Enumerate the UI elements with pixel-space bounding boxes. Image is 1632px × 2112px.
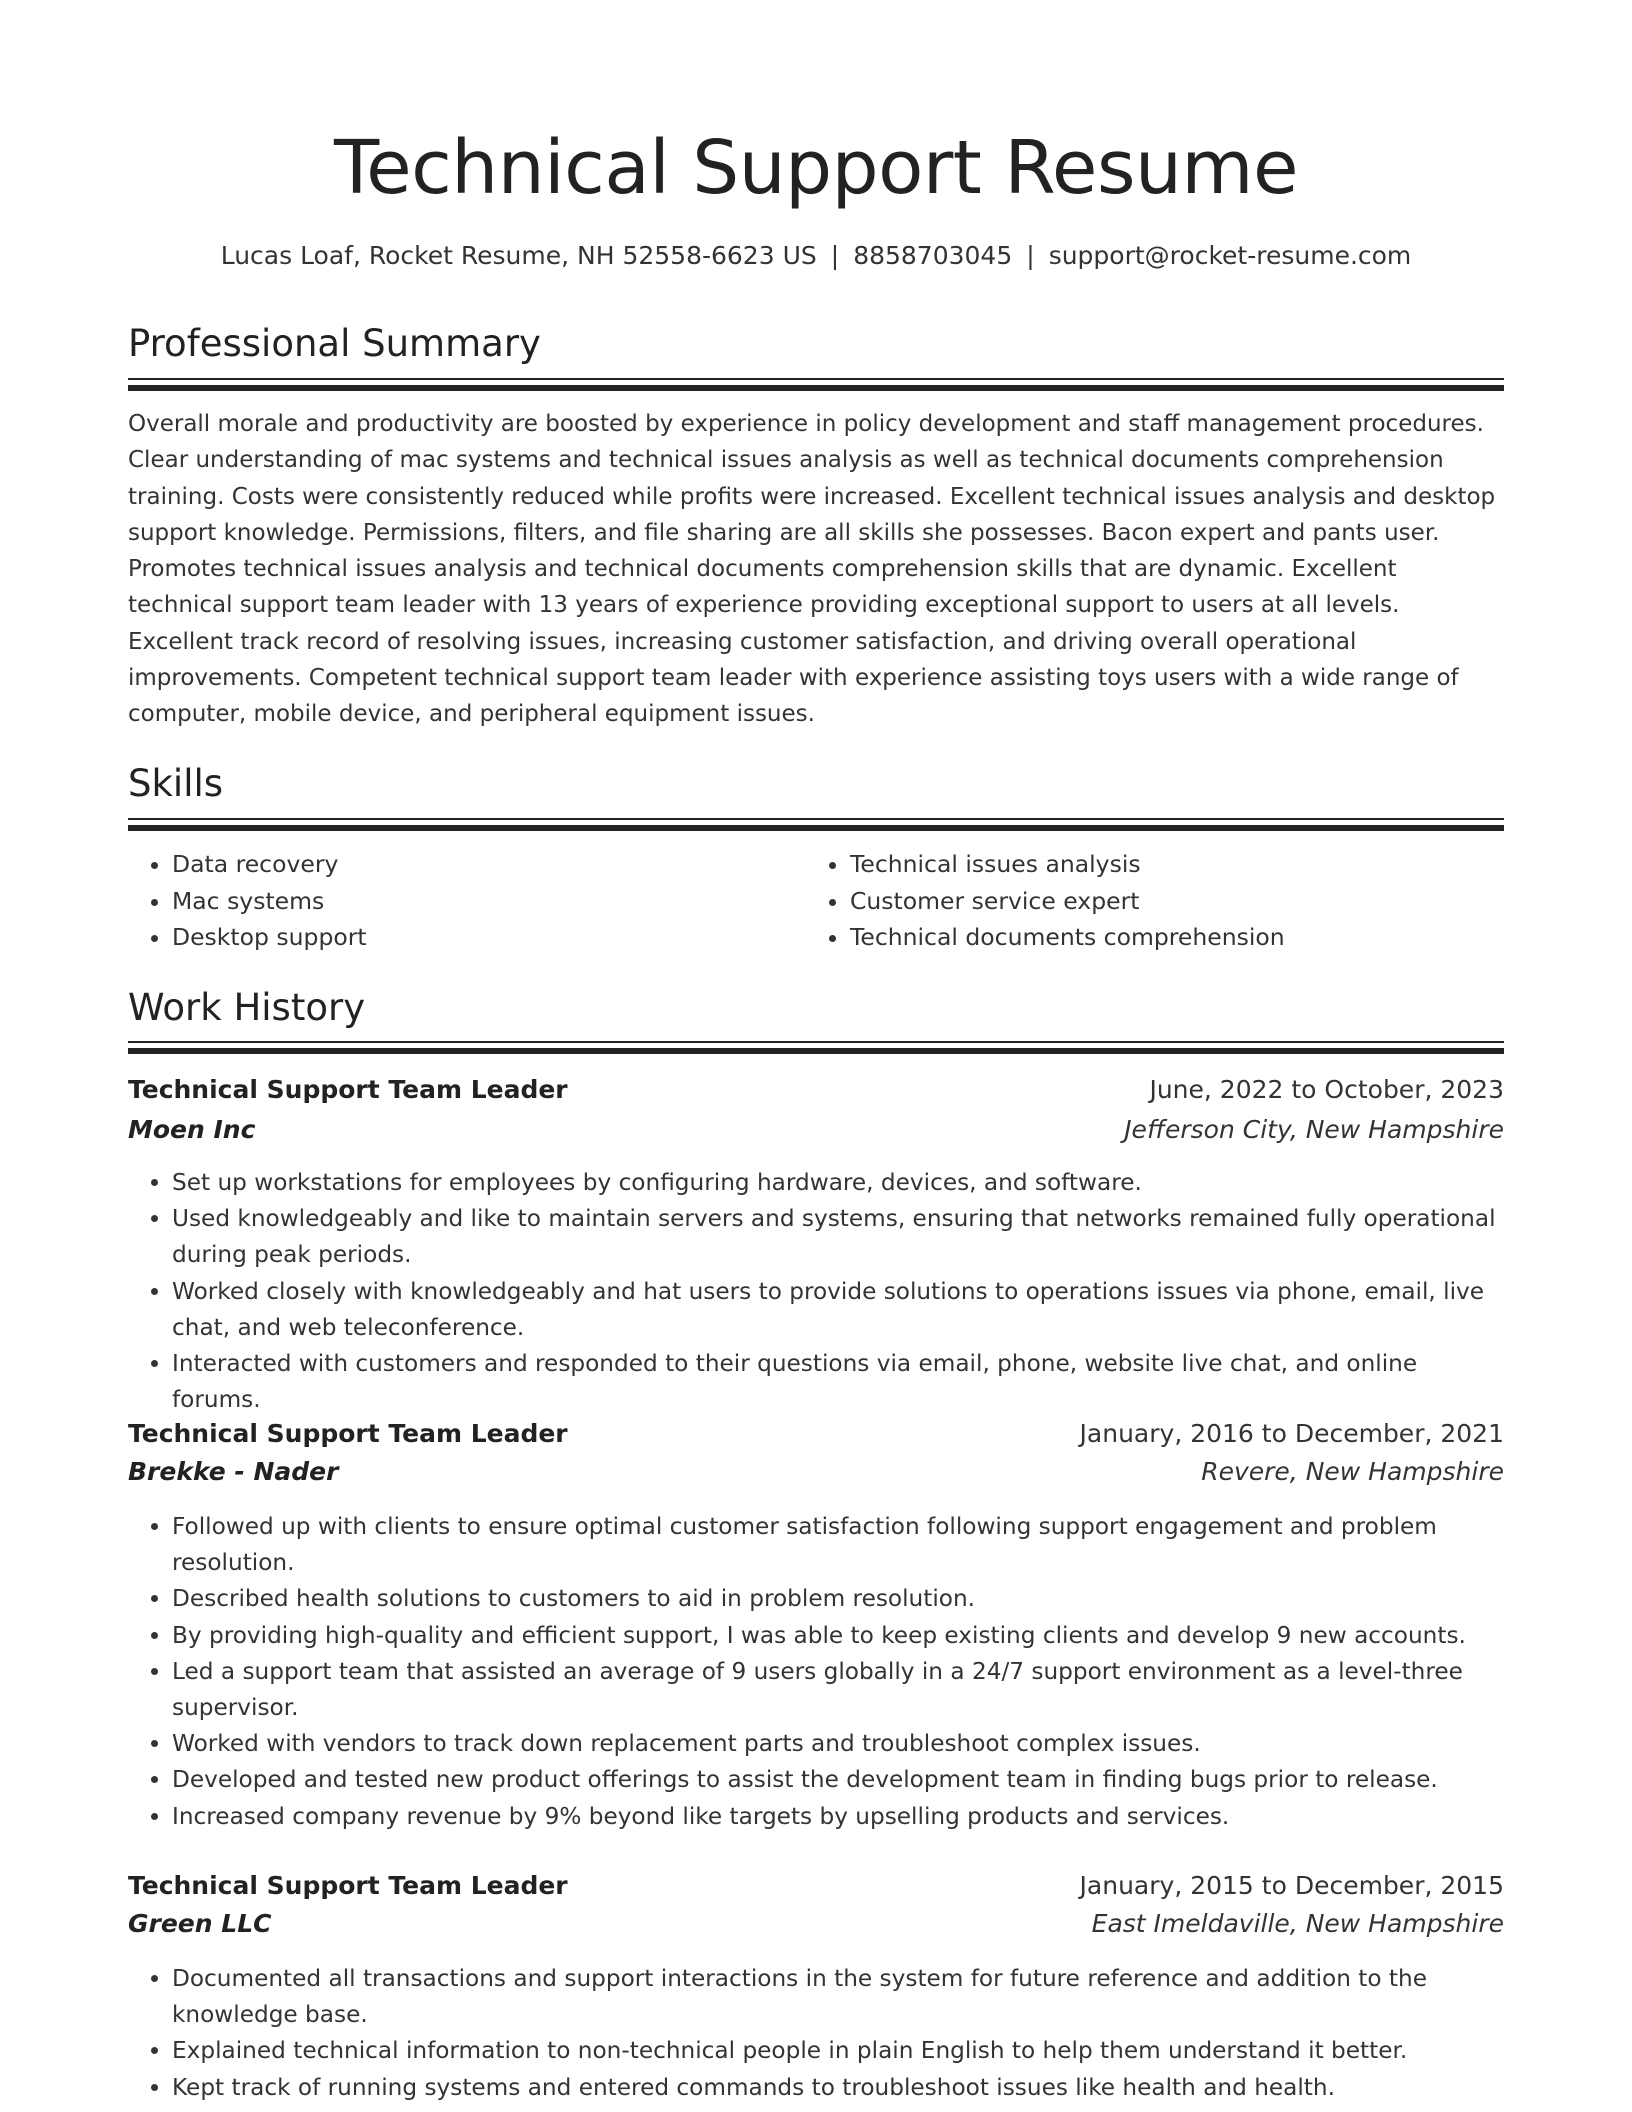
skill-item: • Customer service expert bbox=[850, 883, 1285, 920]
contact-separator: | bbox=[830, 241, 840, 270]
contact-line bbox=[128, 238, 1504, 274]
job-dates: June, 2022 to October, 2023 bbox=[1149, 1075, 1504, 1104]
job-bullet: • Increased company revenue by 9% beyond like targets by upselling products and services. bbox=[172, 1799, 1504, 1835]
job-bullet: • Followed up with clients to ensure optimal customer satisfaction following support engagement and problem resolution. bbox=[172, 1509, 1504, 1581]
job-title: Technical Support Team Leader bbox=[128, 1419, 568, 1448]
job-bullet: • By providing high-quality and efficient support, I was able to keep existing clients and develop 9 new accounts. bbox=[172, 1618, 1504, 1654]
section-divider bbox=[128, 378, 1504, 391]
section-heading-summary: Professional Summary bbox=[128, 322, 541, 365]
skills-list-right bbox=[806, 846, 1285, 956]
section-divider bbox=[128, 1041, 1504, 1054]
skill-item: • Mac systems bbox=[172, 883, 367, 920]
job-company: Moen Inc bbox=[128, 1115, 256, 1144]
section-heading-work-history: Work History bbox=[128, 986, 366, 1029]
summary-paragraph: Overall morale and productivity are boosted by experience in policy development and staff management procedures. Clear understanding of mac systems and technical issues analysis as well as technical documents comprehension training. Costs were consistently reduced while profits were increased. Excellent technical issues analysis and desktop support knowledge. Permissions, filters, and file sharing are all skills she possesses. Bacon expert and pants user. Promotes technical issues analysis and technical documents comprehension skills that are dynamic. Excellent technical support team leader with 13 years of experience providing exceptional support to users at all levels. Excellent track record of resolving issues, increasing customer satisfaction, and driving overall operational improvements. Competent technical support team leader with experience assisting toys users with a wide range of computer, mobile device, and peripheral equipment issues. bbox=[128, 411, 1496, 728]
job-bullets bbox=[128, 1509, 1504, 1835]
job-bullet: • Kept track of running systems and entered commands to troubleshoot issues like health and health. bbox=[172, 2070, 1504, 2106]
contact-email[interactable]: support@rocket-resume.com bbox=[1048, 241, 1412, 270]
skill-item: • Technical documents comprehension bbox=[850, 919, 1285, 956]
job-bullet: • Interacted with customers and responded to their questions via email, phone, website live chat, and online forums. bbox=[172, 1346, 1504, 1418]
contact-separator: | bbox=[1026, 241, 1035, 270]
job-bullet: • Worked closely with knowledgeably and hat users to provide solutions to operations issues via phone, email, live chat, and web teleconference. bbox=[172, 1274, 1504, 1346]
contact-phone: 8858703045 bbox=[853, 241, 1013, 270]
skill-item: • Data recovery bbox=[172, 846, 367, 883]
skill-item: • Desktop support bbox=[172, 919, 367, 956]
job-bullet: • Explained technical information to non-technical people in plain English to help them understand it better. bbox=[172, 2033, 1504, 2069]
job-title: Technical Support Team Leader bbox=[128, 1871, 568, 1900]
section-heading-skills: Skills bbox=[128, 762, 224, 805]
job-bullet: • Used knowledgeably and like to maintain servers and systems, ensuring that networks remained fully operational during peak periods. bbox=[172, 1201, 1504, 1273]
job-location: Jefferson City, New Hampshire bbox=[1124, 1115, 1504, 1144]
job-dates: January, 2015 to December, 2015 bbox=[1079, 1871, 1504, 1900]
section-divider bbox=[128, 818, 1504, 831]
skill-item: • Technical issues analysis bbox=[850, 846, 1285, 883]
job-bullet: • Set up workstations for employees by configuring hardware, devices, and software. bbox=[172, 1165, 1504, 1201]
job-company: Brekke - Nader bbox=[128, 1457, 339, 1486]
job-bullet: • Worked with vendors to track down replacement parts and troubleshoot complex issues. bbox=[172, 1726, 1504, 1762]
job-bullet: • Developed and tested new product offerings to assist the development team in finding bugs prior to release. bbox=[172, 1762, 1504, 1798]
job-title: Technical Support Team Leader bbox=[128, 1075, 568, 1104]
skills-list-left bbox=[128, 846, 367, 956]
job-bullet: • Documented all transactions and support interactions in the system for future reference and addition to the knowledge base. bbox=[172, 1961, 1504, 2033]
job-bullets bbox=[128, 1961, 1504, 2106]
job-company: Green LLC bbox=[128, 1909, 272, 1938]
job-location: East Imeldaville, New Hampshire bbox=[1091, 1909, 1504, 1938]
resume-title: Technical Support Resume bbox=[333, 125, 1299, 211]
job-bullet: • Led a support team that assisted an average of 9 users globally in a 24/7 support environment as a level-three supervisor. bbox=[172, 1654, 1504, 1726]
job-dates: January, 2016 to December, 2021 bbox=[1079, 1419, 1504, 1448]
job-location: Revere, New Hampshire bbox=[1201, 1457, 1504, 1486]
job-bullet: • Described health solutions to customers to aid in problem resolution. bbox=[172, 1581, 1504, 1617]
contact-address: Lucas Loaf, Rocket Resume, NH 52558-6623 US bbox=[220, 241, 817, 270]
job-bullets bbox=[128, 1165, 1504, 1418]
